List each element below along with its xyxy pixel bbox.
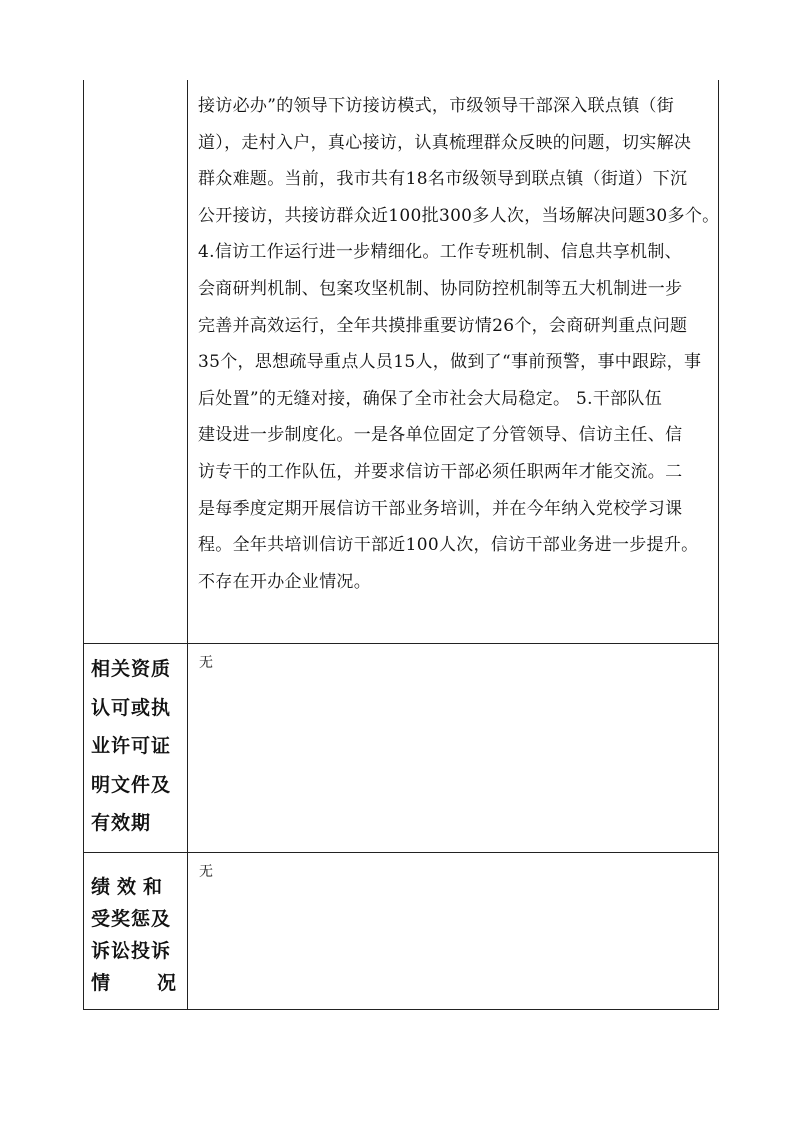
qualification-value: 无 (199, 655, 213, 671)
text-line: 访专干的工作队伍，并要求信访干部必须任职两年才能交流。二 (198, 461, 683, 482)
label-line (91, 967, 187, 999)
text-line: 完善并高效运行，全年共摸排重要访情26个，会商研判重点问题 (198, 315, 688, 336)
work-summary-text (188, 80, 718, 600)
qualification-content-cell (188, 644, 718, 852)
qualification-row (84, 643, 718, 852)
text-line: 公开接访，共接访群众近100批300多人次，当场解决问题30多个。 (198, 205, 720, 226)
performance-row (84, 852, 718, 1010)
label-line: 认可或执 (91, 696, 172, 719)
label-line: 有效期 (91, 812, 152, 834)
label-line: 相关资质 (91, 658, 172, 680)
text-line: 是每季度定期开展信访干部业务培训，并在今年纳入党校学习课 (198, 498, 683, 519)
text-line: 接访必办”的领导下访接访模式，市级领导干部深入联点镇（街 (198, 96, 675, 116)
text-line: 后处置”的无缝对接，确保了全市社会大局稳定。 5.干部队伍 (198, 388, 663, 409)
text-line: 建设进一步制度化。一是各单位固定了分管领导、信访主任、信 (198, 425, 683, 446)
text-line: 群众难题。当前，我市共有18名市级领导到联点镇（街道）下沉 (198, 169, 688, 190)
performance-label (84, 853, 187, 999)
performance-label-cell (84, 853, 188, 1010)
label-line: 诉讼投诉 (91, 940, 172, 962)
work-summary-label-cell (84, 80, 188, 643)
qualification-label-cell (84, 644, 188, 852)
performance-value: 无 (199, 864, 213, 880)
label-line: 明文件及 (91, 773, 172, 796)
text-line: 不存在开办企业情况。 (198, 571, 371, 592)
label-char: 况 (157, 972, 177, 994)
label-char: 情 (91, 972, 111, 994)
text-line: 35个，思想疏导重点人员15人，做到了“事前预警，事中跟踪，事 (198, 352, 702, 373)
text-line: 4.信访工作运行进一步精细化。工作专班机制、信息共享机制、 (198, 242, 682, 263)
qualification-label (84, 644, 187, 843)
work-summary-row (84, 80, 718, 643)
text-line: 会商研判机制、包案攻坚机制、协同防控机制等五大机制进一步 (198, 278, 683, 299)
label-line: 受奖惩及 (91, 908, 172, 930)
label-line: 业许可证 (91, 735, 172, 757)
text-line: 程。全年共培训信访干部近100人次，信访干部业务进一步提升。 (198, 535, 699, 556)
performance-content-cell (188, 853, 718, 1010)
label-line: 绩效和 (91, 876, 170, 898)
report-form-table (83, 80, 719, 1010)
work-summary-content-cell (188, 80, 718, 643)
text-line: 道），走村入户，真心接访，认真梳理群众反映的问题，切实解决 (198, 132, 692, 153)
